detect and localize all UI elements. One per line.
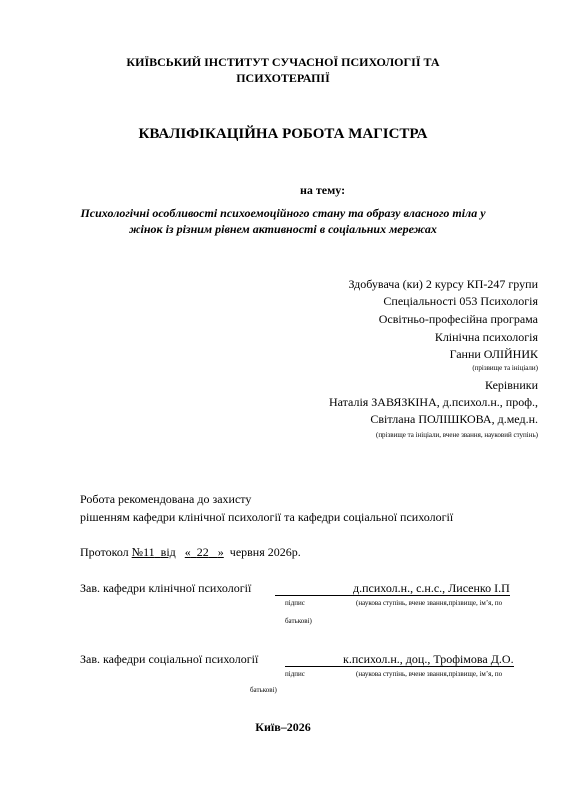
head-clinical-signature-line [275,581,353,596]
topic-line2: жінок із різним рівнем активності в соціальних мережах [129,222,437,236]
head-social-sign-note: підпис [285,670,305,678]
protocol-line [80,545,301,560]
head-clinical-sign-note: підпис [285,599,305,607]
protocol-from: від [160,545,176,559]
institute-name-line2: ПСИХОТЕРАПІЇ [236,71,330,85]
recommendation-line1: Робота рекомендована до захисту [80,492,252,506]
author-program-name: Клінічна психологія [434,330,538,344]
author-program: Освітньо-професійна програма [378,312,538,326]
protocol-open-quote: « [184,545,191,559]
author-course-group: Здобувача (ки) 2 курсу КП-247 групи [348,277,538,291]
author-specialty: Спеціальності 053 Психологія [383,294,538,308]
protocol-day: 22 [196,545,209,559]
head-social-details-note-cont: батькові) [250,686,277,694]
supervisors-label: Керівники [485,378,538,392]
protocol-label: Протокол [80,545,129,559]
city-year: Київ–2026 [255,720,311,734]
protocol-month-year: червня 2026р. [229,545,301,559]
head-clinical-value: д.психол.н., с.н.с., Лисенко І.П [353,581,510,595]
supervisor-2: Світлана ПОЛІШКОВА, д.мед.н. [370,412,538,426]
protocol-number: №11 [131,545,155,559]
institute-name-line1: КИЇВСЬКИЙ ІНСТИТУТ СУЧАСНОЇ ПСИХОЛОГІЇ ТА [126,55,440,69]
head-social-signature-line [285,652,343,667]
topic-label: на тему: [300,183,346,197]
author-name: Ганни ОЛІЙНИК [449,347,538,361]
author-name-note: (прізвище та ініціали) [472,364,538,372]
head-social-details-note: (наукова ступінь, вчене звання,прізвище, ім’я, по [356,670,503,678]
head-social-label: Зав. кафедри соціальної психології [80,652,259,666]
protocol-close-quote: » [217,545,224,559]
document-title: КВАЛІФІКАЦІЙНА РОБОТА МАГІСТРА [138,126,428,142]
head-clinical-details-note: (наукова ступінь, вчене звання,прізвище, ім’я, по [356,599,503,607]
topic-line1: Психологічні особливості психоемоційного стану та образу власного тіла у [80,206,486,220]
recommendation-line2: рішенням кафедри клінічної психології та кафедри соціальної психології [80,510,454,524]
supervisor-1: Наталія ЗАВЯЗКІНА, д.психол.н., проф., [328,395,538,409]
head-clinical-label: Зав. кафедри клінічної психології [80,581,252,595]
head-clinical-details-note-cont: батькові) [285,617,312,625]
supervisors-note: (прізвище та ініціали, вчене звання, науковий ступінь) [375,431,538,439]
head-social-value: к.психол.н., доц., Трофімова Д.О. [343,652,514,666]
